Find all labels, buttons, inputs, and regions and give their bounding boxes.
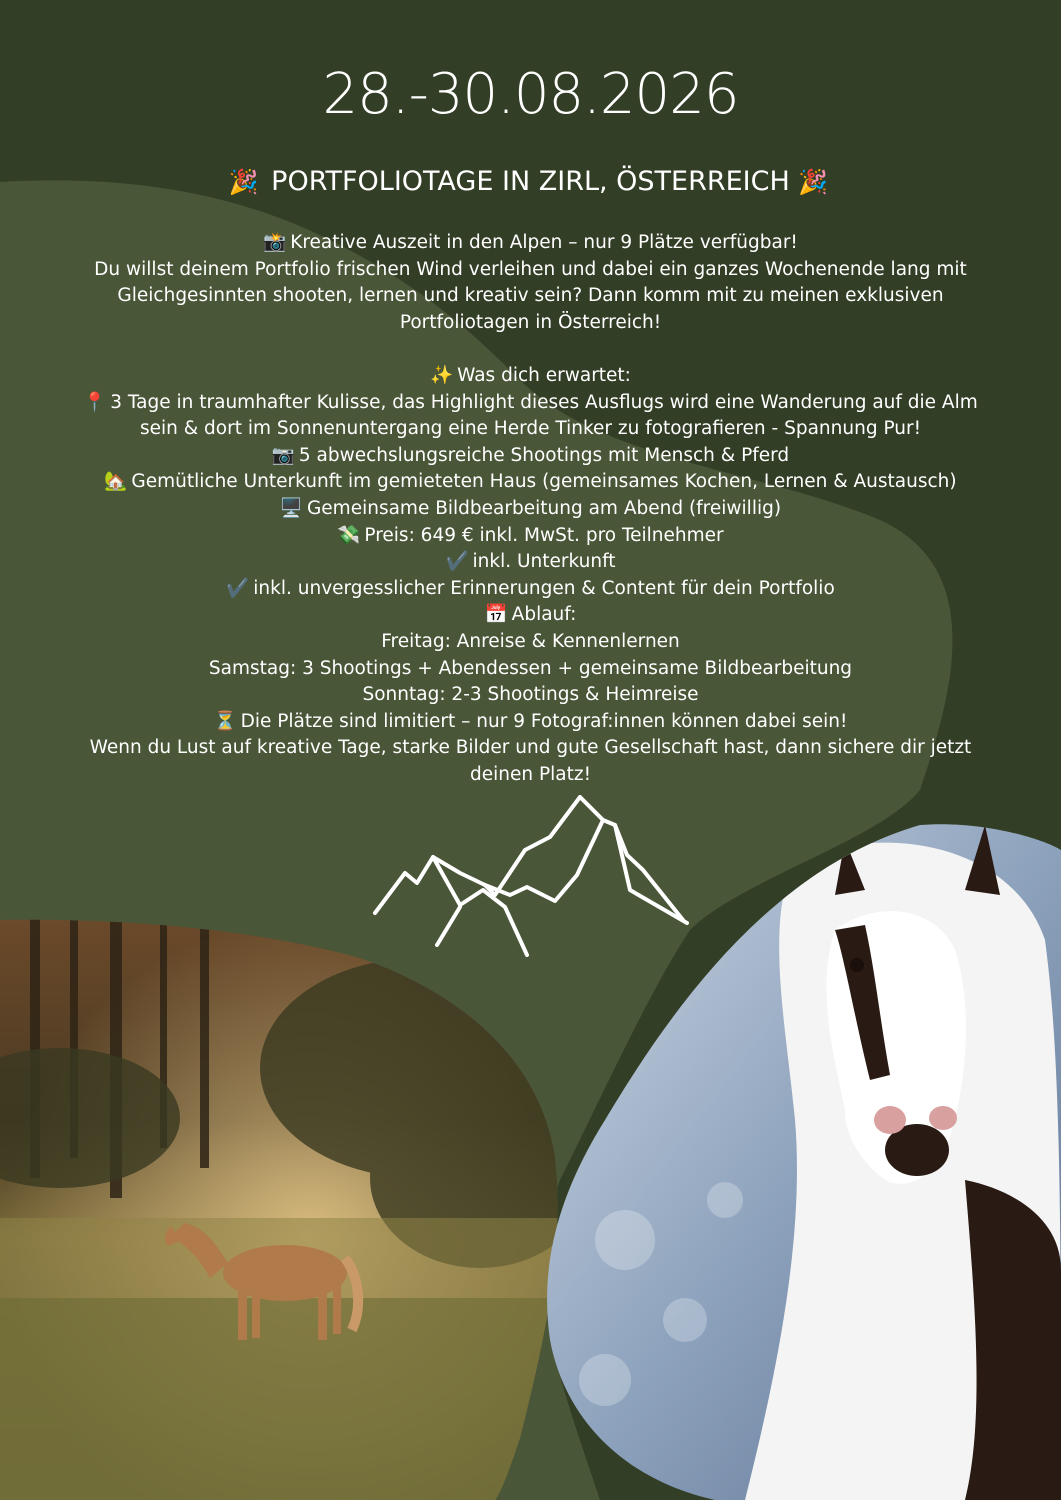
schedule-heading: 📅 Ablauf:	[70, 602, 991, 629]
schedule-day: Freitag: Anreise & Kennenlernen	[381, 630, 680, 652]
expect-item: 🖥️ Gemeinsame Bildbearbeitung am Abend (freiwillig)	[70, 496, 991, 523]
money-icon: 💸	[337, 524, 361, 546]
schedule-day: Sonntag: 2-3 Shootings & Heimreise	[362, 684, 699, 706]
expect-item: ✔️ inkl. Unterkunft	[70, 549, 991, 576]
headline-text: PORTFOLIOTAGE IN ZIRL, ÖSTERREICH	[271, 166, 790, 197]
hourglass-icon: ⏳	[213, 710, 237, 732]
expect-item: 📍 3 Tage in traumhafter Kulisse, das Highlight dieses Ausflugs wird eine Wanderung auf die Alm	[70, 390, 991, 417]
price: 💸 Preis: 649 € inkl. MwSt. pro Teilnehmer	[70, 523, 991, 550]
headline	[0, 166, 1061, 197]
horse-in-forest-meadow-photo	[0, 918, 565, 1500]
body-text	[70, 230, 991, 788]
expect-item-continued: sein & dort im Sonnenuntergang eine Herde Tinker zu fotografieren - Spannung Pur!	[139, 418, 922, 440]
tinker-horse-portrait-photo	[545, 820, 1061, 1500]
schedule-day: Samstag: 3 Shootings + Abendessen + gemeinsame Bildbearbeitung	[208, 657, 853, 679]
intro-line: Gleichgesinnten shooten, lernen und kreativ sein? Dann komm mit zu meinen exklusiven	[117, 285, 944, 307]
limited-notice: ⏳ Die Plätze sind limitiert – nur 9 Fotograf:innen können dabei sein!	[70, 709, 991, 736]
camera-flash-icon: 📸	[263, 232, 287, 253]
sparkles-icon: ✨	[430, 364, 454, 386]
check-icon: ✔️	[226, 577, 250, 599]
computer-icon: 🖥️	[279, 497, 303, 519]
expect-item: 📷 5 abwechslungsreiche Shootings mit Mensch & Pferd	[70, 443, 991, 470]
expect-item: 🏡 Gemütliche Unterkunft im gemieteten Haus (gemeinsames Kochen, Lernen & Austausch)	[70, 469, 991, 496]
expect-heading: ✨ Was dich erwartet:	[70, 363, 991, 390]
camera-icon: 📷	[271, 444, 295, 466]
expect-item: ✔️ inkl. unvergesslicher Erinnerungen & Content für dein Portfolio	[70, 576, 991, 603]
party-popper-icon: 🎉	[798, 168, 829, 196]
intro-tagline: 📸 Kreative Auszeit in den Alpen – nur 9 Plätze verfügbar!	[70, 230, 991, 257]
pin-icon: 📍	[83, 391, 107, 413]
check-icon: ✔️	[445, 551, 469, 573]
house-icon: 🏡	[104, 471, 128, 493]
closing-line: Wenn du Lust auf kreative Tage, starke Bilder und gute Gesellschaft hast, dann sichere dir jetzt	[89, 737, 972, 759]
spacer	[70, 336, 991, 363]
event-date: 28.-30.08.2026	[322, 62, 739, 127]
intro-line: Portfoliotagen in Österreich!	[399, 311, 662, 333]
calendar-icon: 📅	[484, 604, 508, 626]
intro-line: Du willst deinem Portfolio frischen Wind verleihen und dabei ein ganzes Wochenende lang mit	[94, 258, 967, 280]
party-popper-icon: 🎉	[228, 168, 259, 196]
closing-line: deinen Platz!	[470, 763, 591, 785]
